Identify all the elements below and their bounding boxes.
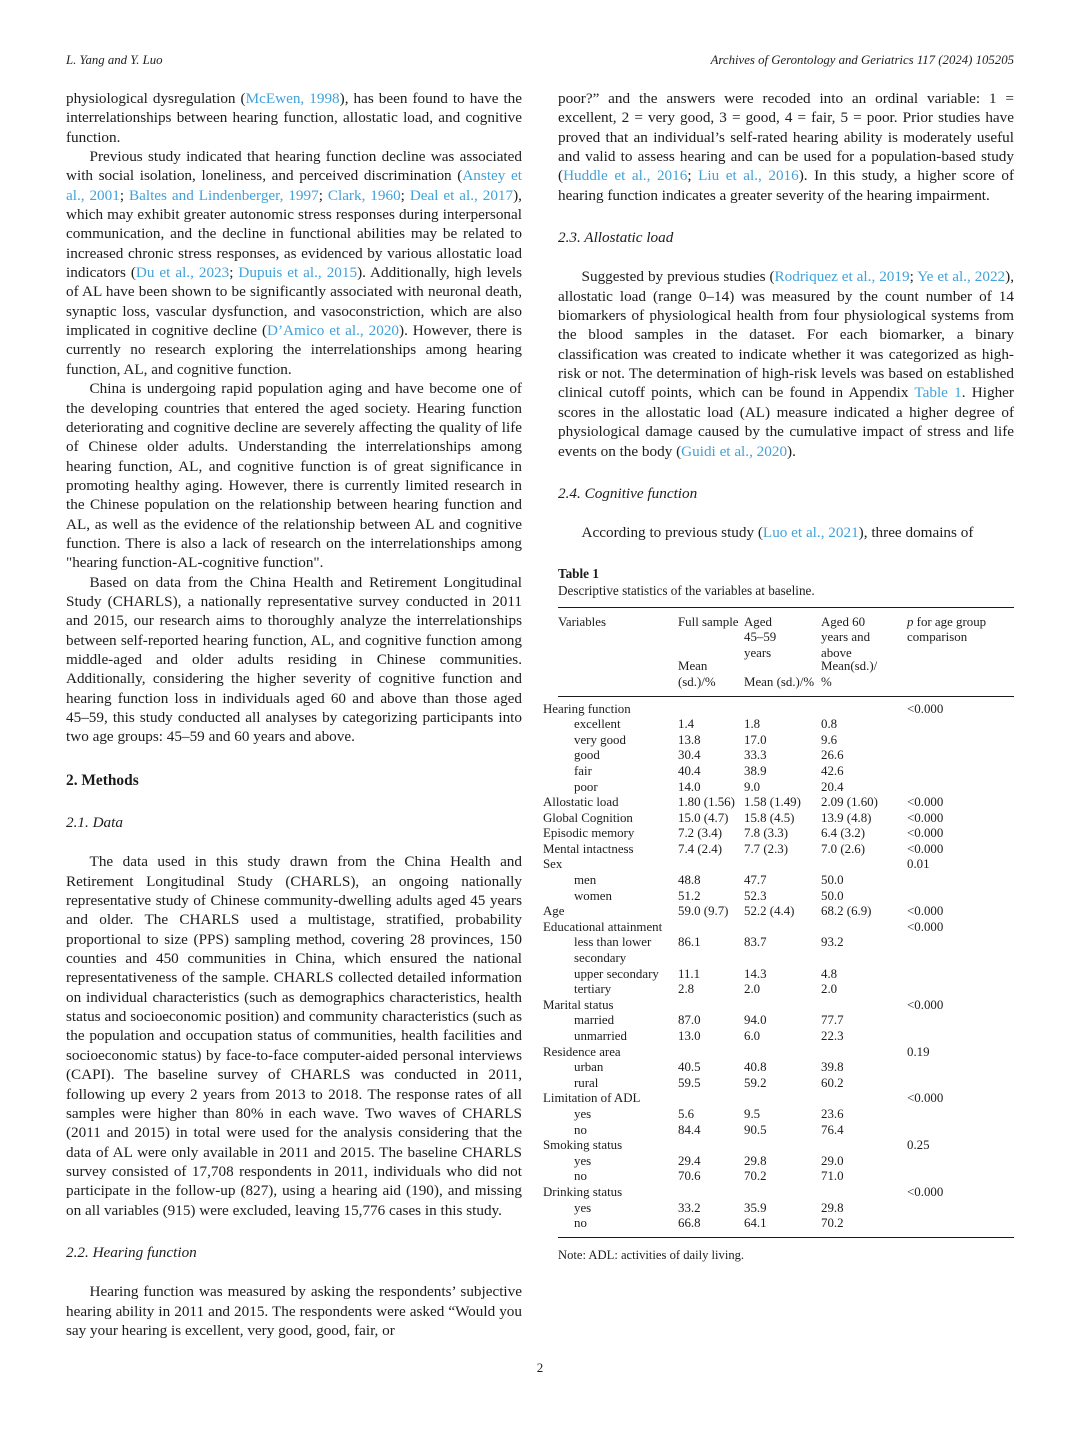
table1-block (543, 565, 1014, 1263)
paragraph-intro-continuation: physiological dysregulation (McEwen, 1998), has been found to have the interrelationships between hearing function, allostatic load, and cognitive function. (66, 90, 523, 146)
table-row (558, 967, 1014, 983)
value-cell: 33.2 (678, 1200, 701, 1215)
row-label: very good (574, 732, 626, 747)
row-label: Drinking status (543, 1184, 623, 1199)
value-cell: 23.6 (821, 1106, 844, 1121)
table1-note: Note: ADL: activities of daily living. (558, 1247, 745, 1262)
p-value-cell (907, 1123, 1014, 1139)
value-cell: 84.4 (678, 1122, 701, 1137)
value-cell: 2.0 (744, 982, 761, 997)
p-value-cell (907, 889, 1014, 905)
col-header-p-value (907, 607, 1014, 696)
value-cell: 1.8 (744, 717, 761, 732)
value-cell (744, 1091, 821, 1107)
left-column (66, 89, 522, 1340)
row-label: poor (574, 779, 598, 794)
value-cell: 14.0 (678, 779, 701, 794)
value-cell: 29.0 (821, 1153, 844, 1168)
value-cell: 71.0 (821, 1169, 844, 1184)
value-cell (821, 1045, 907, 1061)
paragraph-hearing-function: Hearing function was measured by asking the respondents’ subjective hearing ability in 2011 and 2015. The respondents were asked “Would you say your hearing is excellent, very good, good, fair, or (66, 1283, 522, 1339)
p-value-cell (907, 1076, 1014, 1092)
citation-link[interactable]: Dupuis et al., 2015 (238, 264, 358, 282)
table-row (558, 904, 1014, 920)
row-label: Educational attainment (543, 919, 663, 934)
page-header (66, 53, 1014, 68)
table-row (558, 1029, 1014, 1045)
col-header-full-sample (678, 607, 744, 696)
table-row (558, 764, 1014, 780)
p-value-cell (907, 935, 1014, 966)
value-cell (744, 1185, 821, 1201)
paragraph-previous-study: Previous study indicated that hearing function decline was associated with social isolation, loneliness, and perceived discrimination (Anstey et al., 2001; Baltes and Lindenberger, 1997; Clark, 1960; Deal et al., 2017), which may exhibit greater autonomic stress responses during interpersonal communication, and the decline in functional abilities may be related to increased chronic stress responses, as evidenced by various allostatic load indicators (Du et al., 2023; Dupuis et al., 2015). Additionally, high levels of AL have been shown to be significantly associated with neuronal death, synaptic loss, vascular dysfunction, and vasoconstriction, which are also implicated in cognitive decline (D’Amico et al., 2020). However, there is currently no research exploring the interrelationships among hearing function, AL, and cognitive function. (66, 148, 522, 378)
row-label: Residence area (543, 1044, 621, 1059)
row-label: unmarried (574, 1029, 627, 1043)
table1-caption: Descriptive statistics of the variables at baseline. (558, 583, 815, 599)
table-row (558, 1060, 1014, 1076)
value-cell (744, 998, 821, 1014)
row-label: yes (574, 1200, 592, 1215)
paragraph-charls-aims: Based on data from the China Health and Retirement Longitudinal Study (CHARLS), a nationally representative survey conducted in 2011 and 2015, our research aims to thoroughly analyze the interrelationships between self-reported hearing function, AL, and cognitive function among middle-aged and older adults residing in Chinese communities. Additionally, considering the higher severity of cognitive function and hearing function loss in individuals aged 60 and above than those aged 45–59, this study conducted all analyses by categorizing participants into two age groups: 45–59 and 60 years and above. (66, 573, 522, 746)
value-cell (678, 1091, 744, 1107)
paragraph-data: The data used in this study drawn from the China Health and Retirement Longitudinal Study (CHARLS), an ongoing nationally representative study of Chinese community-dwelling adults aged 45 years and older. The CHARLS used a multistage, stratified, probability proportional to size (PPS) sampling method, covering 28 provinces, 150 counties and 450 communities in China, which ensured the national representativeness of the sample. CHARLS collected detailed information on individual characteristics (such as demographics characteristics, health status and socioeconomic position) and community characteristics (such as the population and occupation status of communities, health facilities and socioeconomic status) by face-to-face computer-aided personal interviews (CAPI). The baseline survey of CHARLS was conducted in 2011, following up every 2 years from 2013 to 2018. The response rates of all samples were higher than 80% in each wave. Two waves of CHARLS (2011 and 2015) in total were used for the analysis considering that the data of AL were only available in 2011 and 2015. The baseline CHARLS survey consisted of 17,708 respondents in 2011, individuals who did not participate in the follow-up (827), using a hearing aid (190), and missing on all variables (915) were excluded, leaving 15,776 cases in this study. (66, 853, 522, 1219)
p-value-cell (907, 1029, 1014, 1045)
value-cell: 7.8 (3.3) (744, 826, 789, 841)
row-label: Limitation of ADL (543, 1091, 641, 1106)
value-cell: 40.5 (678, 1060, 701, 1075)
value-cell: 17.0 (744, 732, 767, 747)
table-row (558, 811, 1014, 827)
p-value-cell: <0.000 (907, 1091, 944, 1106)
row-label: Marital status (543, 997, 614, 1012)
col-header-aged-45-59-label: Aged 45–59 years (744, 614, 777, 660)
table-row (558, 1154, 1014, 1170)
p-value-cell: <0.000 (907, 810, 944, 825)
value-cell (744, 920, 821, 936)
value-cell (744, 1045, 821, 1061)
row-label: rural (574, 1075, 599, 1090)
row-label: upper secondary (574, 966, 659, 981)
col-header-aged-45-59-sub: Mean (sd.)/% (744, 674, 815, 689)
table1-header (558, 607, 1014, 696)
row-label: women (574, 888, 612, 903)
authors-text: L. Yang and Y. Luo (66, 53, 163, 67)
table-row (558, 1076, 1014, 1092)
table-row (558, 1138, 1014, 1154)
value-cell: 70.6 (678, 1169, 701, 1184)
value-cell (678, 1045, 744, 1061)
value-cell: 60.2 (821, 1075, 844, 1090)
value-cell: 87.0 (678, 1013, 701, 1028)
value-cell: 76.4 (821, 1122, 844, 1137)
p-value-cell (907, 1154, 1014, 1170)
value-cell (821, 920, 907, 936)
row-label: Episodic memory (543, 826, 635, 841)
table-row (558, 696, 1014, 717)
value-cell: 5.6 (678, 1106, 695, 1121)
table-row (558, 1216, 1014, 1237)
row-label: no (574, 1216, 587, 1231)
value-cell (821, 857, 907, 873)
row-label: excellent (574, 717, 621, 732)
col-header-aged-60-label: Aged 60 years and above (821, 614, 871, 660)
value-cell (678, 857, 744, 873)
row-label: Mental intactness (543, 841, 634, 856)
value-cell: 2.09 (1.60) (821, 795, 878, 810)
value-cell: 1.4 (678, 717, 695, 732)
table-row (558, 1045, 1014, 1061)
row-label: yes (574, 1106, 592, 1121)
table-row (558, 717, 1014, 733)
value-cell (744, 696, 821, 717)
value-cell: 2.0 (821, 982, 838, 997)
row-label: good (574, 748, 600, 763)
value-cell: 50.0 (821, 888, 844, 903)
journal-title: Archives of Gerontology and Geriatrics 117 (2024) 105205 (710, 53, 1014, 67)
page-number: 2 (536, 1360, 544, 1375)
value-cell: 20.4 (821, 779, 844, 794)
value-cell: 66.8 (678, 1216, 701, 1231)
table1 (543, 607, 1014, 1238)
value-cell: 86.1 (678, 935, 701, 950)
row-label: urban (574, 1060, 604, 1075)
p-value-cell (907, 764, 1014, 780)
col-header-aged-45-59 (744, 607, 821, 696)
row-label: married (574, 1013, 615, 1028)
citation-link[interactable]: Guidi et al., 2020 (681, 442, 788, 460)
p-value-cell (907, 1216, 1014, 1237)
row-label: no (574, 1169, 587, 1184)
citation-link[interactable]: Du et al., 2023 (135, 264, 230, 282)
table-row (558, 826, 1014, 842)
p-value-cell (907, 982, 1014, 998)
value-cell: 90.5 (744, 1122, 767, 1137)
citation-link[interactable]: Deal et al., 2017 (409, 186, 514, 204)
p-value-cell (907, 717, 1014, 733)
table-row (558, 1123, 1014, 1139)
value-cell: 40.8 (744, 1060, 767, 1075)
row-label: Global Cognition (543, 810, 633, 825)
citation-link[interactable]: Table 1 (914, 384, 962, 402)
value-cell (821, 1138, 907, 1154)
row-label: less than lower secondary (574, 935, 652, 966)
row-label: Smoking status (543, 1138, 623, 1153)
table-row (558, 857, 1014, 873)
value-cell: 2.8 (678, 982, 695, 997)
citation-link[interactable]: Ye et al., 2022 (917, 268, 1006, 286)
p-value-cell: <0.000 (907, 701, 944, 716)
paragraph-allostatic-load: Suggested by previous studies (Rodriquez et al., 2019; Ye et al., 2022), allostatic load (range 0–14) was measured by the count number of 14 biomarkers of physiological health from four physiological systems from the blood samples in the dataset. For each biomarker, a binary classification was created to indicate whether it was categorized as high-risk or not. The determination of high-risk levels was based on established clinical cutoff points, which can be found in Appendix Table 1. Higher scores in the allostatic load (AL) measure indicated a higher degree of physiological damage caused by the cumulative impact of stress and life events on the body (Guidi et al., 2020). (558, 268, 1015, 460)
value-cell (678, 1138, 744, 1154)
table-row (558, 920, 1014, 936)
value-cell: 29.4 (678, 1153, 701, 1168)
value-cell: 15.8 (4.5) (744, 810, 795, 825)
value-cell: 30.4 (678, 748, 701, 763)
table-row (558, 733, 1014, 749)
p-value-cell (907, 1169, 1014, 1185)
value-cell: 83.7 (744, 935, 767, 950)
subsection-heading-cognitive-function: 2.4. Cognitive function (558, 484, 698, 502)
value-cell: 48.8 (678, 873, 701, 888)
table-row (558, 1107, 1014, 1123)
value-cell: 4.8 (821, 966, 838, 981)
value-cell: 6.4 (3.2) (821, 826, 866, 841)
p-value-cell: <0.000 (907, 795, 944, 810)
p-value-cell: 0.25 (907, 1138, 930, 1153)
p-value-cell: 0.01 (907, 857, 930, 872)
value-cell: 26.6 (821, 748, 844, 763)
p-value-cell (907, 733, 1014, 749)
value-cell: 52.2 (4.4) (744, 904, 795, 919)
value-cell: 22.3 (821, 1029, 844, 1043)
value-cell: 42.6 (821, 763, 844, 778)
value-cell: 59.2 (744, 1075, 767, 1090)
p-value-cell: <0.000 (907, 826, 944, 841)
value-cell: 39.8 (821, 1060, 844, 1075)
col-header-aged-60 (821, 607, 907, 696)
row-label: no (574, 1122, 587, 1137)
citation-link[interactable]: Anstey et al., 2001 (66, 167, 522, 204)
value-cell: 11.1 (678, 966, 701, 981)
value-cell (744, 857, 821, 873)
value-cell: 7.0 (2.6) (821, 841, 866, 856)
row-label: men (574, 873, 597, 888)
p-value-cell (907, 873, 1014, 889)
table1-label: Table 1 (558, 565, 599, 581)
value-cell (678, 920, 744, 936)
row-label: fair (574, 763, 592, 778)
table-row (558, 873, 1014, 889)
value-cell: 77.7 (821, 1013, 844, 1028)
value-cell: 64.1 (744, 1216, 767, 1231)
p-value-cell (907, 1013, 1014, 1029)
table-row (558, 889, 1014, 905)
p-value-cell: <0.000 (907, 919, 944, 934)
citation-link[interactable]: Liu et al., 2016 (698, 167, 799, 185)
p-label-rest: for age group comparison (907, 614, 987, 645)
value-cell: 1.80 (1.56) (678, 795, 735, 810)
table-row (558, 1013, 1014, 1029)
value-cell: 9.6 (821, 732, 838, 747)
value-cell: 14.3 (744, 966, 767, 981)
value-cell (821, 998, 907, 1014)
col-header-variables (558, 607, 678, 696)
table-row (558, 998, 1014, 1014)
value-cell (744, 1138, 821, 1154)
citation-link[interactable]: Clark, 1960 (327, 186, 401, 204)
value-cell: 51.2 (678, 888, 701, 903)
value-cell: 68.2 (6.9) (821, 904, 872, 919)
right-column (543, 89, 1015, 1263)
table1-body (543, 696, 1014, 1237)
section-heading-methods: 2. Methods (66, 771, 139, 789)
row-label: tertiary (574, 982, 612, 997)
value-cell (821, 1185, 907, 1201)
value-cell: 38.9 (744, 763, 767, 778)
table-row (558, 1091, 1014, 1107)
p-symbol: p (907, 614, 914, 629)
table-header-row (558, 607, 1014, 696)
p-value-cell (907, 967, 1014, 983)
p-value-cell (907, 1060, 1014, 1076)
value-cell: 1.58 (1.49) (744, 795, 801, 810)
p-value-cell: <0.000 (907, 1184, 944, 1199)
subsection-heading-hearing-function: 2.2. Hearing function (66, 1243, 197, 1261)
value-cell: 9.0 (744, 779, 761, 794)
value-cell: 6.0 (744, 1029, 761, 1043)
value-cell: 15.0 (4.7) (678, 810, 729, 825)
col-header-aged-60-sub: Mean(sd.)/ % (821, 659, 878, 689)
p-value-cell: <0.000 (907, 997, 944, 1012)
value-cell: 47.7 (744, 873, 767, 888)
value-cell (678, 696, 744, 717)
table-row (558, 1169, 1014, 1185)
citation-link[interactable]: Huddle et al., 2016 (563, 167, 688, 185)
value-cell (821, 1091, 907, 1107)
p-value-cell (907, 1107, 1014, 1123)
value-cell: 70.2 (744, 1169, 767, 1184)
citation-link[interactable]: Rodriquez et al., 2019 (774, 268, 910, 286)
table-row (558, 982, 1014, 998)
table-row (558, 1201, 1014, 1217)
value-cell: 7.4 (2.4) (678, 841, 723, 856)
table-row (558, 1185, 1014, 1201)
paragraph-cognitive-function: According to previous study (Luo et al., 2021), three domains of (581, 524, 974, 542)
paragraph-hearing-continuation: poor?” and the answers were recoded into an ordinal variable: 1 = excellent, 2 = very good, 3 = good, 4 = fair, 5 = poor. Prior studies have proved that an individual’s self-rated hearing ability is moderately useful and valid to assess hearing and can be used for a population-based study (Huddle et al., 2016; Liu et al., 2016). In this study, a higher score of hearing function indicates a greater severity of the hearing impairment. (558, 90, 1015, 204)
row-label: Sex (543, 857, 563, 872)
value-cell: 13.0 (678, 1029, 701, 1043)
citation-link[interactable]: McEwen, 1998 (245, 90, 340, 107)
citation-link[interactable]: D’Amico et al., 2020 (267, 322, 400, 340)
value-cell (678, 998, 744, 1014)
subsection-heading-data: 2.1. Data (66, 814, 123, 832)
value-cell: 40.4 (678, 763, 701, 778)
subsection-heading-allostatic-load: 2.3. Allostatic load (558, 229, 674, 247)
value-cell: 13.9 (4.8) (821, 810, 872, 825)
value-cell: 29.8 (744, 1153, 767, 1168)
value-cell: 7.2 (3.4) (678, 826, 723, 841)
value-cell: 70.2 (821, 1216, 844, 1231)
p-value-cell: <0.000 (907, 841, 944, 856)
value-cell: 13.8 (678, 732, 701, 747)
col-header-variables-label: Variables (558, 614, 606, 629)
value-cell: 50.0 (821, 873, 844, 888)
p-value-cell (907, 1201, 1014, 1217)
value-cell: 0.8 (821, 717, 838, 732)
p-value-cell: <0.000 (907, 904, 944, 919)
value-cell: 93.2 (821, 935, 844, 950)
citation-link[interactable]: Luo et al., 2021 (762, 524, 859, 542)
row-label: Age (543, 904, 565, 919)
table-row (558, 842, 1014, 858)
row-label: Hearing function (543, 701, 631, 716)
citation-link[interactable]: Baltes and Lindenberger, 1997 (128, 186, 319, 204)
value-cell: 94.0 (744, 1013, 767, 1028)
value-cell: 29.8 (821, 1200, 844, 1215)
table-row (558, 780, 1014, 796)
row-label: Allostatic load (543, 795, 619, 810)
p-value-cell (907, 780, 1014, 796)
row-label: yes (574, 1153, 592, 1168)
col-header-p-value-label (907, 615, 1010, 646)
value-cell (678, 1185, 744, 1201)
p-value-cell: 0.19 (907, 1044, 930, 1059)
col-header-full-sample-label: Full sample (678, 614, 739, 629)
table-row (558, 748, 1014, 764)
value-cell: 33.3 (744, 748, 767, 763)
value-cell: 9.5 (744, 1106, 761, 1121)
table-row (558, 795, 1014, 811)
table-row (558, 935, 1014, 966)
paragraph-china-aging: China is undergoing rapid population aging and have become one of the developing countries that entered the aged society. Hearing function deteriorating and cognitive decline are severely affecting the quality of life of Chinese older adults. Understanding the interrelationships among hearing function, AL, and cognitive function is of great significance in promoting healthy aging. However, there is currently limited research in the Chinese population on the relationship between hearing function and AL, as well as the evidence of the relationship between AL and cognitive function. There is also a lack of research on the interrelationships among "hearing function-AL-cognitive function". (66, 380, 522, 572)
value-cell: 59.5 (678, 1075, 701, 1090)
value-cell: 59.0 (9.7) (678, 904, 729, 919)
col-header-full-sample-sub: Mean (sd.)/% (678, 659, 716, 689)
value-cell (821, 696, 907, 717)
value-cell: 52.3 (744, 888, 767, 903)
p-value-cell (907, 748, 1014, 764)
value-cell: 35.9 (744, 1200, 767, 1215)
value-cell: 7.7 (2.3) (744, 841, 789, 856)
